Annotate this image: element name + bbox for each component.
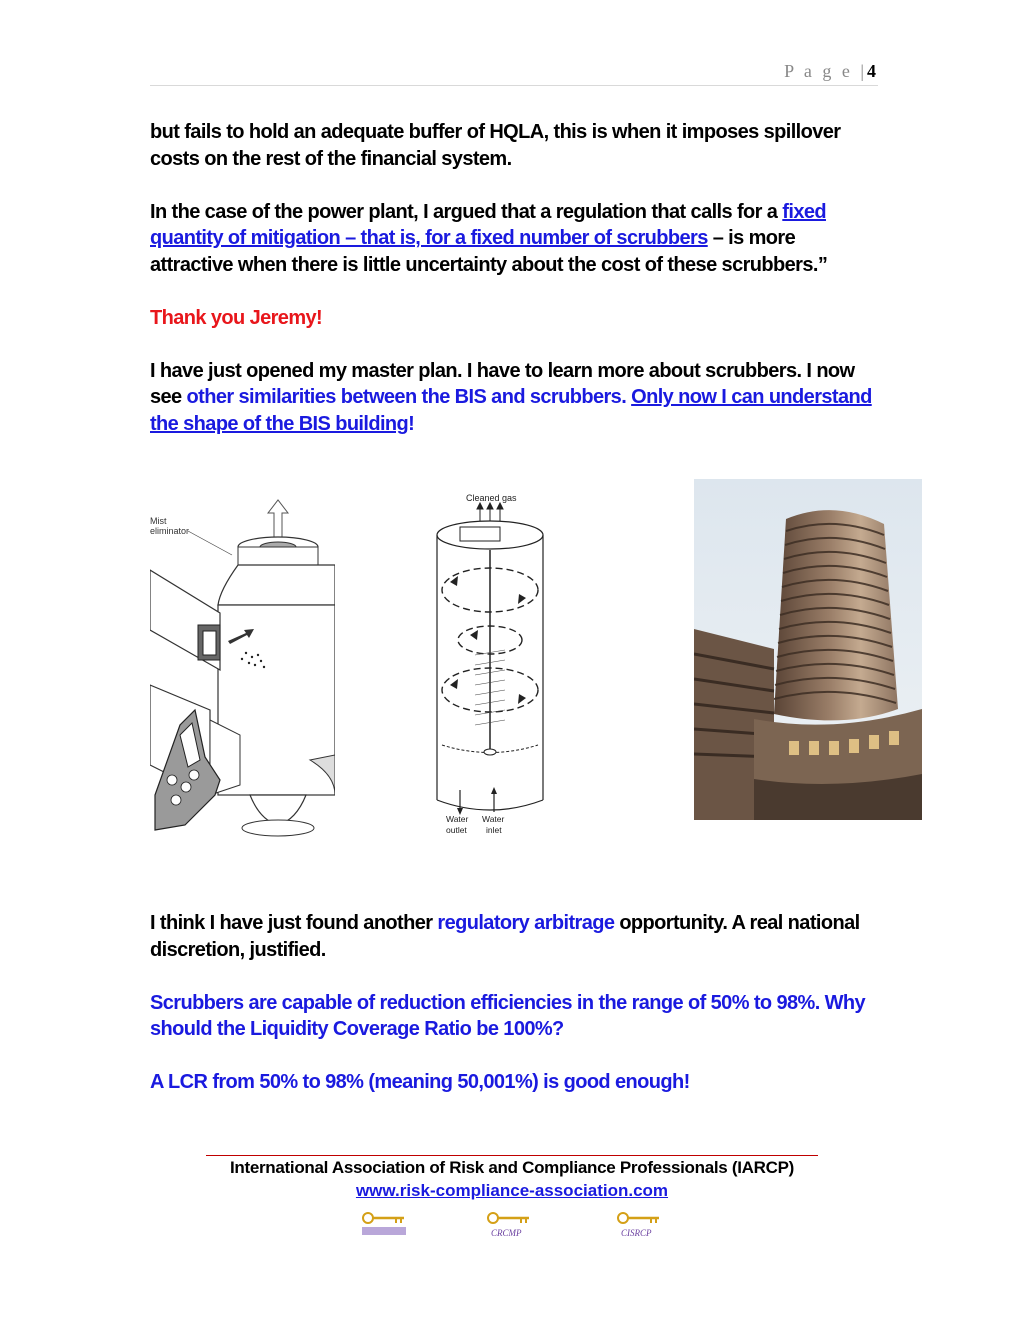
thank-you-text: Thank you Jeremy! (150, 306, 323, 329)
member-key-logo (360, 1210, 410, 1240)
bis-building-photo (694, 479, 922, 820)
fixed-quantity-link[interactable]: fixed quantity of mitigation – that is, for a fixed number of scrubbers (150, 200, 826, 249)
paragraph-master-plan: I have just opened my master plan. I have to learn more about scrubbers. I now see other similarities between the BIS and scrubbers. Only now I can understand the shape of the BIS building! (150, 359, 872, 435)
scrubber-cutaway-figure (150, 495, 335, 843)
paragraph-hqla: but fails to hold an adequate buffer of HQLA, this is when it imposes spillover costs on the rest of the financial system. (150, 121, 841, 170)
regulatory-arbitrage-text: regulatory arbitrage (437, 912, 615, 934)
svg-text:inlet: inlet (486, 825, 502, 835)
paragraph-power-plant: In the case of the power plant, I argued that a regulation that calls for a fixed quantity of mitigation – that is, for a fixed number of scrubbers – is more attractive when there is little uncertainty about the cost of these scrubbers.” (150, 200, 828, 276)
body-text-bottom (150, 910, 880, 1122)
spray-tower-diagram (430, 490, 548, 840)
water-outlet-label: Water (446, 814, 469, 824)
svg-text:outlet: outlet (446, 825, 467, 835)
water-inlet-label: Water (482, 814, 505, 824)
mist-eliminator-label: Mist eliminator (150, 516, 190, 536)
bis-building-link[interactable]: Only now I can understand the shape of the BIS building (150, 386, 872, 435)
footer-url (0, 1181, 1024, 1201)
cleaned-gas-label: Cleaned gas (466, 493, 517, 503)
page-number-value: 4 (867, 61, 876, 81)
page-number (784, 61, 876, 82)
crcmp-key-logo (485, 1210, 535, 1240)
svg-text:CISRCP: CISRCP (621, 1228, 652, 1238)
body-text-top (150, 119, 880, 464)
paragraph-lcr: A LCR from 50% to 98% (meaning 50,001%) is good enough! (150, 1071, 690, 1093)
header-divider (150, 85, 878, 86)
association-website-link[interactable]: www.risk-compliance-association.com (355, 1181, 669, 1200)
footer-organization: International Association of Risk and Compliance Professionals (IARCP) (229, 1158, 795, 1177)
svg-text:CRCMP: CRCMP (491, 1228, 522, 1238)
footer-divider (206, 1155, 818, 1156)
paragraph-scrubber-efficiency: Scrubbers are capable of reduction efficiencies in the range of 50% to 98%. Why should the Liquidity Coverage Ratio be 100%? (150, 991, 866, 1040)
page-label: P a g e | (784, 61, 867, 81)
paragraph-arbitrage: I think I have just found another regulatory arbitrage opportunity. A real national discretion, justified. (150, 912, 860, 961)
cisrcp-key-logo (615, 1210, 665, 1240)
